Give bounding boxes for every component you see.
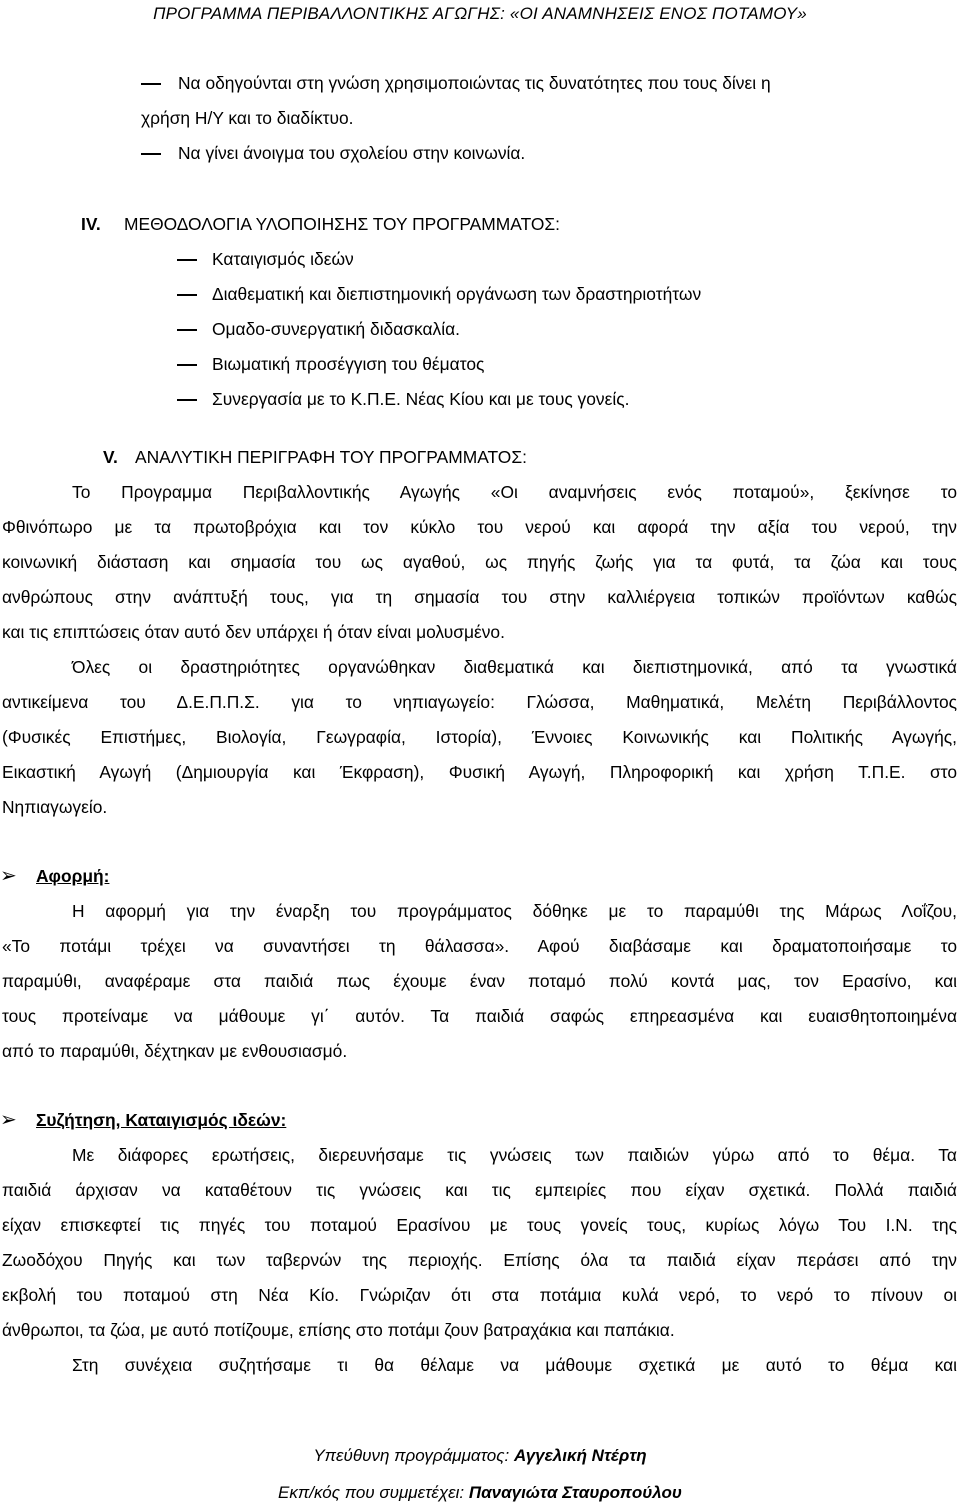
section-title: ΑΝΑΛΥΤΙΚΗ ΠΕΡΙΓΡΑΦΗ ΤΟΥ ΠΡΟΓΡΑΜΜΑΤΟΣ: — [135, 447, 527, 467]
list-item-text: Ομαδο-συνεργατική διδασκαλία. — [212, 319, 461, 339]
text-line: και τις επιπτώσεις όταν αυτό δεν υπάρχει ή όταν είναι μολυσμένο. — [2, 622, 505, 642]
section-number: V. — [103, 447, 118, 467]
list-item — [0, 277, 960, 312]
page-header: ΠΡΟΓΡΑΜΜΑ ΠΕΡΙΒΑΛΛΟΝΤΙΚΗΣ ΑΓΩΓΗΣ: «ΟΙ ΑΝΑΜΝΗΣΕΙΣ ΕΝΟΣ ΠΟΤΑΜΟΥ» — [153, 4, 807, 23]
subsection-heading — [0, 859, 960, 894]
footer-label: Υπεύθυνη προγράμματος: — [313, 1446, 510, 1465]
paragraph — [0, 894, 960, 1069]
section-number: IV. — [81, 214, 101, 234]
list-item-text: Διαθεματική και διεπιστημονική οργάνωση των δραστηριοτήτων — [212, 284, 702, 304]
text-line: (Φυσικές Επιστήμες, Βιολογία, Γεωγραφία, Ιστορία), Έννοιες Κοινωνικής και Πολιτικής Αγωγής, — [2, 727, 957, 747]
footer-label: Εκπ/κός που συμμετέχει: — [278, 1483, 465, 1502]
text-line: Εικαστική Αγωγή (Δημιουργία και Έκφραση), Φυσική Αγωγή, Πληροφορική και χρήση Τ.Π.Ε. στο — [2, 762, 957, 782]
text-line: Η αφορμή για την έναρξη του προγράμματος δόθηκε με το παραμύθι της Μάρως Λοΐζου, — [72, 901, 957, 921]
list-item-text: Να γίνει άνοιγμα του σχολείου στην κοινωνία. — [178, 143, 526, 163]
section-heading-5 — [0, 440, 960, 475]
footer-name: Αγγελική Ντέρτη — [513, 1446, 647, 1465]
subsection-label: Αφορμή: — [36, 866, 110, 886]
text-line: Φθινόπωρο με τα πρωτοβρόχια και τον κύκλο του νερού και αφορά την αξία του νερού, την — [2, 517, 957, 537]
list-item-text: Συνεργασία με το Κ.Π.Ε. Νέας Κίου και με τους γονείς. — [212, 389, 630, 409]
list-item — [0, 136, 960, 171]
list-item — [0, 66, 960, 101]
text-line: ανθρώπους στην ανάπτυξή τους, για τη σημασία του στην καλλιέργεια τοπικών προϊόντων καθώς — [2, 587, 957, 607]
footer-line-2 — [0, 1483, 960, 1503]
footer-line-1 — [0, 1446, 960, 1466]
list-item — [0, 312, 960, 347]
text-line: κοινωνική διάσταση και σημασία του ως αγαθού, ως πηγής ζωής για τα φυτά, τα ζώα και τους — [2, 552, 957, 572]
section-heading-4 — [0, 207, 960, 242]
text-line: εκβολή του ποταμού στη Νέα Κίο. Γνώριζαν ότι στα ποτάμια κυλά νερό, το νερό το πίνουν οι — [2, 1285, 957, 1305]
list-item-text: Να οδηγούνται στη γνώση χρησιμοποιώντας τις δυνατότητες που τους δίνει η — [178, 73, 771, 93]
text-line: Ζωοδόχου Πηγής και των ταβερνών της περιοχής. Επίσης όλα τα παιδιά είχαν περάσει από την — [2, 1250, 957, 1270]
text-line: Νηπιαγωγείο. — [2, 797, 108, 817]
list-item-continuation: χρήση Η/Υ και το διαδίκτυο. — [141, 108, 354, 128]
text-line: Με διάφορες ερωτήσεις, διερευνήσαμε τις γνώσεις των παιδιών γύρω από το θέμα. Τα — [72, 1145, 957, 1165]
list-item-text: Καταιγισμός ιδεών — [212, 249, 354, 269]
list-item — [0, 382, 960, 417]
section-title: ΜΕΘΟΔΟΛΟΓΙΑ ΥΛΟΠΟΙΗΣΗΣ ΤΟΥ ΠΡΟΓΡΑΜΜΑΤΟΣ: — [124, 214, 560, 234]
text-line: Στη συνέχεια συζητήσαμε τι θα θέλαμε να μάθουμε σχετικά με αυτό το θέμα και — [72, 1355, 957, 1375]
arrow-bullet-icon: ➢ — [0, 865, 17, 887]
text-line: από το παραμύθι, δέχτηκαν με ενθουσιασμό. — [2, 1041, 348, 1061]
text-line: άνθρωποι, τα ζώα, με αυτό ποτίζουμε, επίσης στο ποτάμι ζουν βατραχάκια και παπάκια. — [2, 1320, 675, 1340]
text-line: είχαν επισκεφτεί τις πηγές του ποταμού Ερασίνου με τους γονείς τους, κυρίως λόγω Του Ι.Ν. της — [2, 1215, 957, 1235]
text-line: αντικείμενα του Δ.Ε.Π.Π.Σ. για το νηπιαγωγείο: Γλώσσα, Μαθηματικά, Μελέτη Περιβάλλοντος — [2, 692, 957, 712]
text-line: Όλες οι δραστηριότητες οργανώθηκαν διαθεματικά και διεπιστημονικά, από τα γνωστικά — [72, 657, 957, 677]
arrow-bullet-icon: ➢ — [0, 1109, 17, 1131]
subsection-label: Συζήτηση, Καταιγισμός ιδεών: — [36, 1110, 287, 1130]
text-line: «Το ποτάμι τρέχει να συναντήσει τη θάλασσα». Αφού διαβάσαμε και δραματοποιήσαμε το — [2, 936, 957, 956]
list-item — [0, 242, 960, 277]
text-line: Το Προγραμμα Περιβαλλοντικής Αγωγής «Οι αναμνήσεις ενός ποταμού», ξεκίνησε το — [72, 482, 957, 502]
text-line: παραμύθι, αναφέραμε στα παιδιά πως έχουμε έναν ποταμό πολύ κοντά μας, τον Ερασίνο, και — [2, 971, 957, 991]
footer-name: Παναγιώτα Σταυροπούλου — [468, 1483, 682, 1502]
paragraph — [0, 1138, 960, 1383]
list-item — [0, 347, 960, 382]
text-line: τους προτείναμε να μάθουμε γι΄ αυτόν. Τα παιδιά σαφώς επηρεασμένα και ευαισθητοποιημένα — [2, 1006, 957, 1026]
document-body — [0, 66, 960, 1383]
list-item-text: Βιωματική προσέγγιση του θέματος — [212, 354, 485, 374]
text-line: παιδιά άρχισαν να καταθέτουν τις γνώσεις και τις εμπειρίες που είχαν σχετικά. Πολλά παιδιά — [2, 1180, 957, 1200]
subsection-heading — [0, 1103, 960, 1138]
paragraph — [0, 475, 960, 825]
